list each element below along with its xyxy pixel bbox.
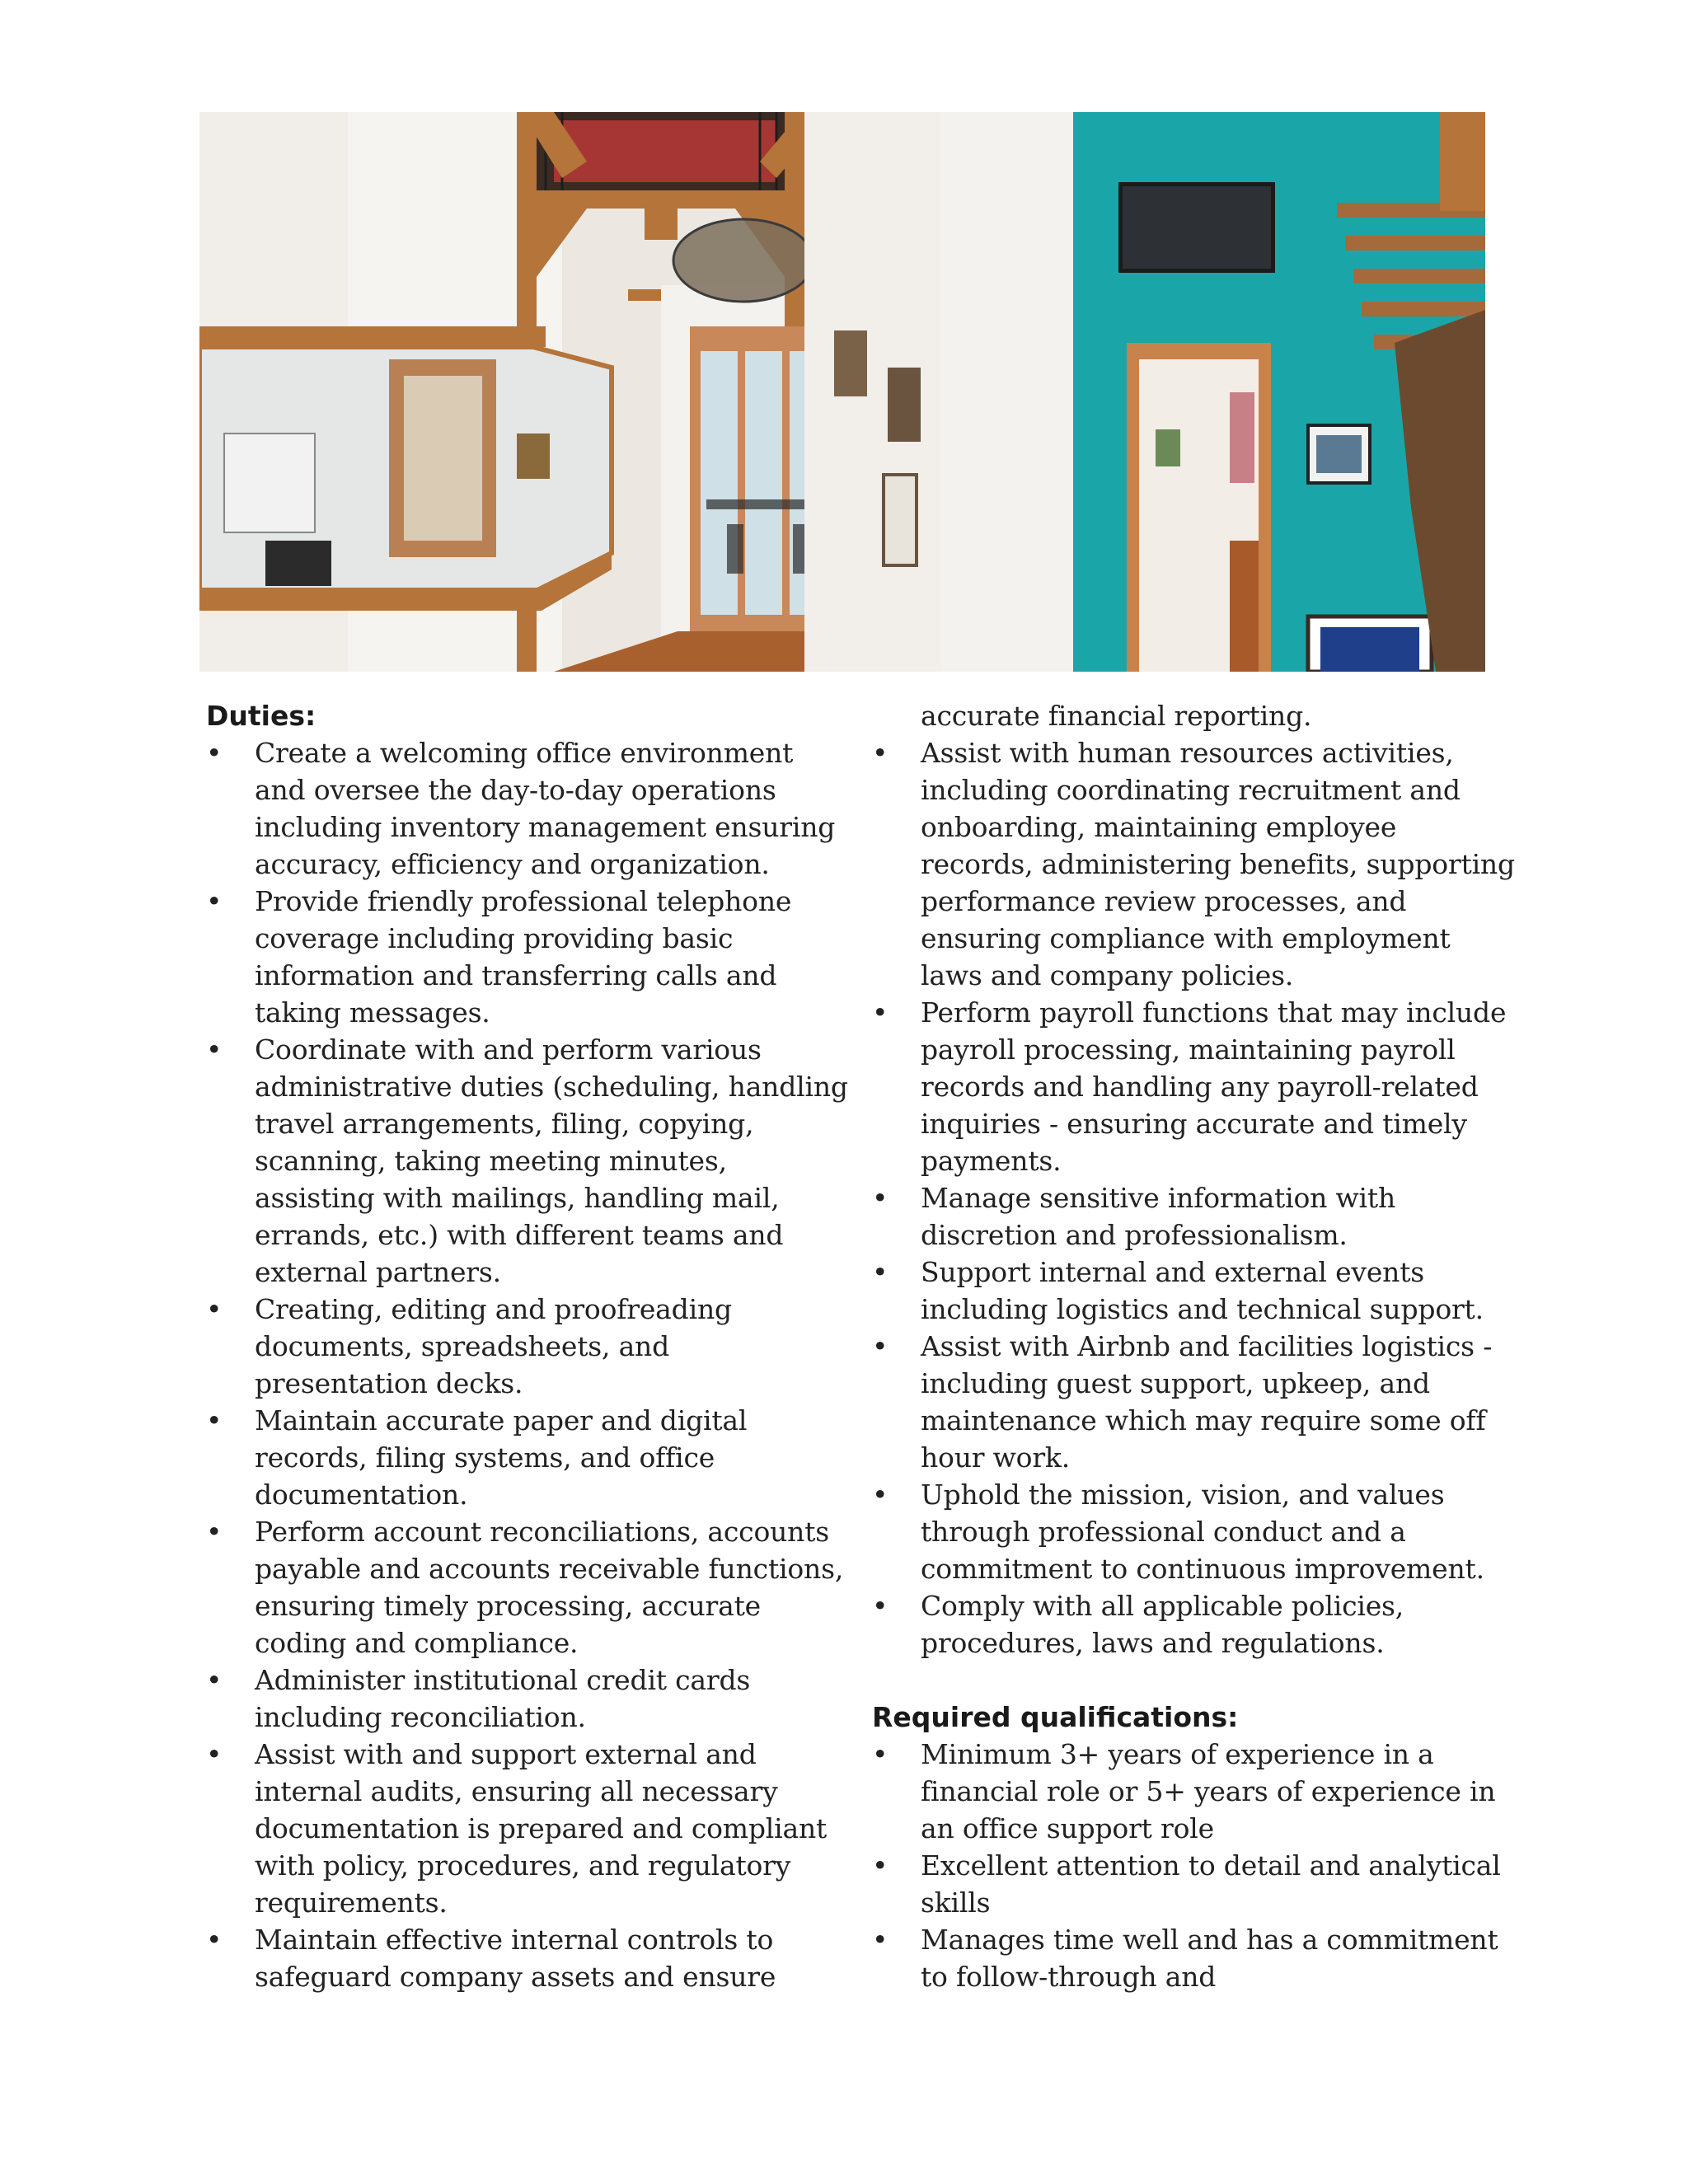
bullet-icon: • <box>872 1256 889 1288</box>
list-item <box>206 1291 849 1402</box>
duties-continuation: accurate financial reporting. <box>921 700 1312 732</box>
bullet-icon: • <box>872 737 889 769</box>
list-item <box>206 734 849 883</box>
bullet-icon: • <box>206 1404 223 1436</box>
list-item-text: Manages time well and has a commitment to follow-through and <box>921 1924 1498 1993</box>
list-item <box>872 1476 1515 1587</box>
list-item-text: Provide friendly professional telephone coverage including providing basic information and transferring calls and taking messages. <box>255 885 792 1029</box>
list-item <box>872 1847 1515 1921</box>
bullet-icon: • <box>206 1293 223 1325</box>
list-item <box>872 1328 1515 1476</box>
list-item-text: Excellent attention to detail and analytical skills <box>921 1849 1501 1919</box>
list-item-text: Creating, editing and proofreading documents, spreadsheets, and presentation decks. <box>255 1293 732 1399</box>
list-item <box>872 734 1515 994</box>
bullet-icon: • <box>872 1924 889 1956</box>
duties-list <box>206 734 849 1995</box>
list-item-text: Support internal and external events including logistics and technical support. <box>921 1256 1484 1325</box>
list-item-text: Coordinate with and perform various administrative duties (scheduling, handling travel arrangements, filing, copying, scanning, taking meeting minutes, assisting with mailings, handling mail, errands, etc.) with different teams and external partners. <box>255 1033 848 1288</box>
list-item-text: Maintain accurate paper and digital records, filing systems, and office documentation. <box>255 1404 748 1511</box>
list-item <box>206 1513 849 1661</box>
list-item <box>206 1402 849 1513</box>
list-item <box>206 883 849 1031</box>
section-spacer <box>872 1661 1515 1699</box>
list-item-text: Perform account reconciliations, accounts payable and accounts receivable functions, ensuring timely processing, accurate coding and compliance. <box>255 1516 844 1659</box>
office-interior-photo <box>199 112 1485 672</box>
bullet-icon: • <box>872 1330 889 1362</box>
list-item-text: Assist with and support external and internal audits, ensuring all necessary documentation is prepared and compliant with policy, procedures, and regulatory requirements. <box>255 1738 828 1919</box>
bullet-icon: • <box>206 1664 223 1696</box>
right-column <box>872 697 1515 1995</box>
list-item <box>872 1736 1515 1847</box>
qualifications-list <box>872 1736 1515 1995</box>
bullet-icon: • <box>872 1738 889 1770</box>
list-item <box>872 1921 1515 1995</box>
list-item-text: Assist with Airbnb and facilities logistics - including guest support, upkeep, and maintenance which may require some off hour work. <box>921 1330 1493 1474</box>
bullet-icon: • <box>872 1590 889 1622</box>
list-item <box>872 1179 1515 1254</box>
list-item-text: Administer institutional credit cards including reconciliation. <box>255 1664 751 1733</box>
list-item <box>872 1254 1515 1328</box>
bullet-icon: • <box>206 737 223 769</box>
list-item-text: Manage sensitive information with discretion and professionalism. <box>921 1182 1395 1251</box>
list-item-text: Assist with human resources activities, including coordinating recruitment and onboarding, maintaining employee records, administering benefits, supporting performance review processes, and ensuring compliance with employment laws and company policies. <box>921 737 1515 991</box>
list-item <box>206 1031 849 1291</box>
bullet-icon: • <box>872 1849 889 1882</box>
list-item <box>872 1587 1515 1661</box>
list-item-text: Comply with all applicable policies, procedures, laws and regulations. <box>921 1590 1404 1659</box>
list-item-text: Perform payroll functions that may include payroll processing, maintaining payroll records and handling any payroll-related inquiries - ensuring accurate and timely payments. <box>921 996 1507 1177</box>
bullet-icon: • <box>206 1738 223 1770</box>
list-item-text: Maintain effective internal controls to safeguard company assets and ensure <box>255 1924 776 1993</box>
bullet-icon: • <box>206 885 223 917</box>
qualifications-heading: Required qualifications: <box>872 1701 1239 1733</box>
bullet-icon: • <box>206 1924 223 1956</box>
bullet-icon: • <box>206 1516 223 1548</box>
duties-list-right <box>872 734 1515 1661</box>
list-item <box>206 1921 849 1995</box>
list-item-text: Uphold the mission, vision, and values through professional conduct and a commitment to continuous improvement. <box>921 1479 1484 1585</box>
list-item-text: Create a welcoming office environment and oversee the day-to-day operations including inventory management ensuring accuracy, efficiency and organization. <box>255 737 836 880</box>
left-column <box>206 697 849 1995</box>
list-item <box>872 994 1515 1179</box>
list-item <box>206 1736 849 1921</box>
bullet-icon: • <box>872 1479 889 1511</box>
list-item <box>206 1661 849 1736</box>
bullet-icon: • <box>206 1033 223 1066</box>
list-item-text: Minimum 3+ years of experience in a financial role or 5+ years of experience in an office support role <box>921 1738 1496 1844</box>
bullet-icon: • <box>872 996 889 1029</box>
duties-heading: Duties: <box>206 700 316 732</box>
bullet-icon: • <box>872 1182 889 1214</box>
